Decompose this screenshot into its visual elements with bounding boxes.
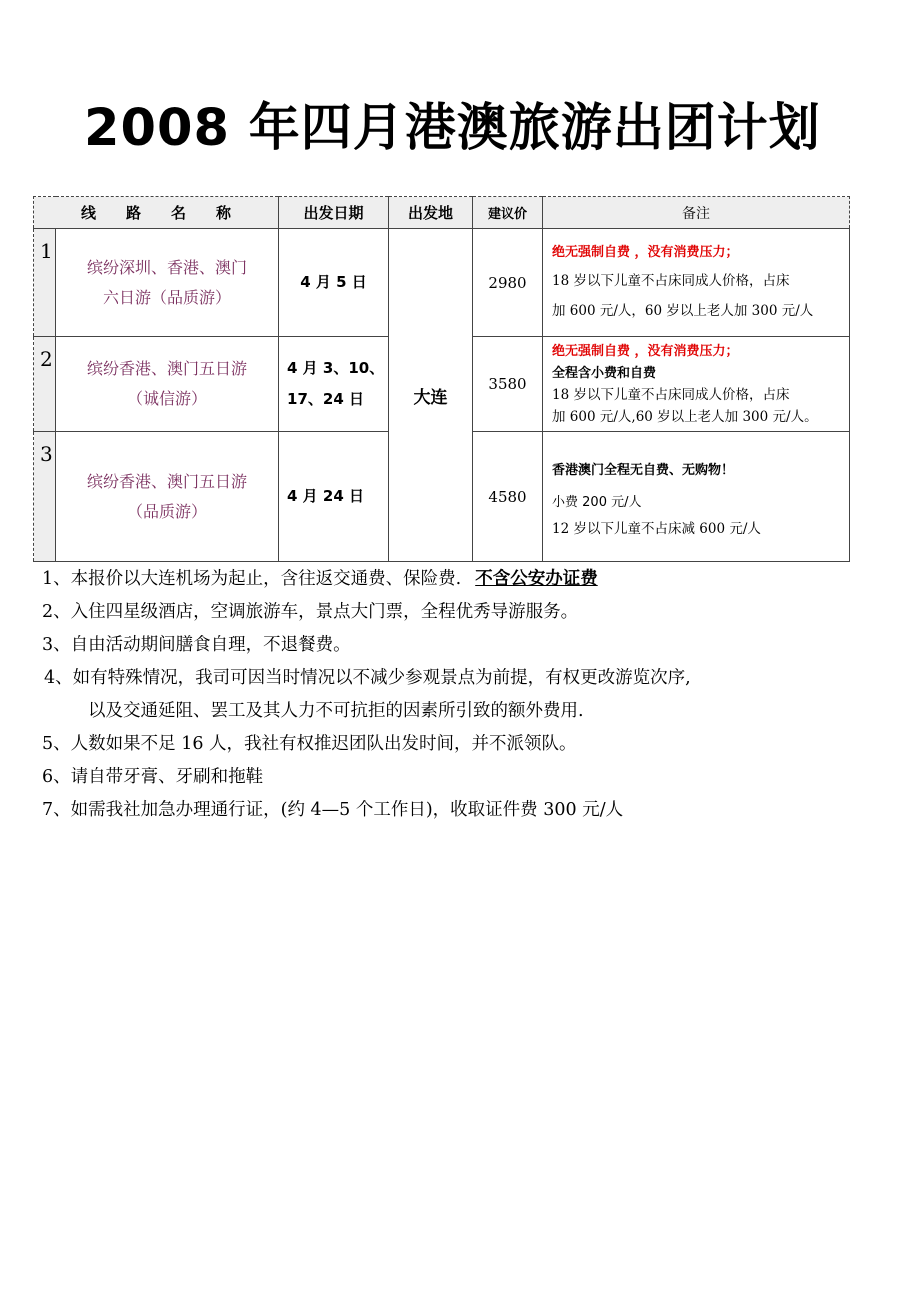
term-item: 3、自由活动期间膳食自理，不退餐费。 [42,635,351,655]
term-item: 6、请自带牙膏、牙刷和拖鞋 [42,767,264,787]
row-number: 2 [34,337,56,432]
term-item: 7、如需我社加急办理通行证，(约 4—5 个工作日)，收取证件费 300 元/人 [42,800,624,820]
header-route: 线 路 名 称 [34,197,279,229]
route-name [56,229,279,337]
remark-red: 绝无强制自费 ，没有消费压力； [552,244,739,260]
term-emphasis: 不含公安办证费 [475,569,598,589]
route-line: 六日游（品质游） [103,287,232,307]
table-header-row [34,197,850,229]
header-notes: 备注 [543,197,850,229]
term-item: 4、如有特殊情况，我司可因当时情况以不减少参观景点为前提，有权更改游览次序, [44,668,691,688]
remark-bold: 香港澳门全程无自费、无购物！ [552,462,735,478]
tour-plan-table [33,196,850,562]
row-number: 1 [34,229,56,337]
departure-date [279,337,389,432]
route-name [56,337,279,432]
route-line: 缤纷香港、澳门五日游 [87,359,248,378]
remarks [543,337,850,432]
row-number: 3 [34,432,56,562]
departure-origin: 大连 [389,229,473,562]
route-line: （品质游） [127,501,208,521]
departure-date [279,229,389,337]
remark-line: 18 岁以下儿童不占床同成人价格，占床 [552,272,790,289]
remarks [543,432,850,562]
remark-line: 12 岁以下儿童不占床减 600 元/人 [552,520,761,537]
header-price: 建议价 [473,197,543,229]
remark-red: 绝无强制自费 ，没有消费压力； [552,344,739,359]
date-line: 4 月 24 日 [287,487,364,505]
departure-date [279,432,389,562]
remark-bold: 小费 200 元/人 [552,494,642,510]
term-item: 5、人数如果不足 16 人，我社有权推迟团队出发时间，并不派领队。 [42,734,577,754]
suggested-price: 3580 [473,337,543,432]
date-line: 17、24 日 [287,390,364,408]
date-line: 4 月 5 日 [300,273,367,291]
route-line: （诚信游） [127,389,208,408]
suggested-price: 4580 [473,432,543,562]
header-origin: 出发地 [389,197,473,229]
route-line: 缤纷香港、澳门五日游 [87,471,248,491]
remark-bold: 全程含小费和自费 [552,366,657,381]
route-line: 缤纷深圳、香港、澳门 [87,257,248,277]
term-item: 2、入住四星级酒店，空调旅游车，景点大门票，全程优秀导游服务。 [42,602,579,622]
term-item: 以及交通延阻、罢工及其人力不可抗拒的因素所引致的额外费用. [88,701,584,721]
term-item [42,566,598,592]
remarks [543,229,850,337]
table-row [34,229,850,337]
remark-line: 加 600 元/人，60 岁以上老人加 300 元/人 [552,302,814,319]
route-name [56,432,279,562]
remark-line: 18 岁以下儿童不占床同成人价格，占床 [552,387,790,403]
page-title: 2008 年四月港澳旅游出团计划 [84,99,821,158]
suggested-price: 2980 [473,229,543,337]
term-text: 1、本报价以大连机场为起止，含往返交通费、保险费. [42,569,462,589]
remark-line: 加 600 元/人,60 岁以上老人加 300 元/人。 [552,409,818,425]
date-line: 4 月 3、10、 [287,359,385,377]
header-date: 出发日期 [279,197,389,229]
